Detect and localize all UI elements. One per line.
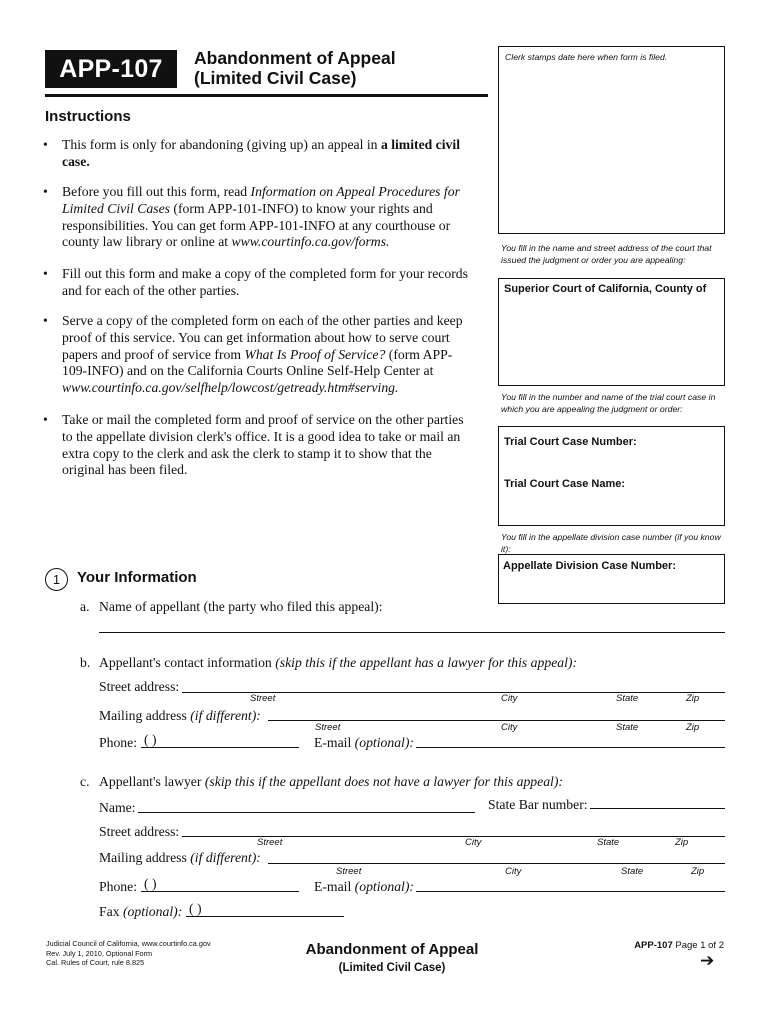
fax-text: Fax [99, 904, 123, 919]
lawyer-label [99, 774, 563, 790]
email-label [314, 735, 414, 751]
bullet-2-text-b: (form APP-101-INFO) to know your rights and responsibilities. You can get form APP-101-INFO at any courthouse or county law library or online at [62, 200, 451, 250]
lawyer-city-sublabel: City [465, 837, 482, 848]
lawyer-email-field[interactable] [416, 891, 725, 892]
mail-state-sublabel: State [616, 722, 639, 733]
footer-citation-line-2: Rev. July 1, 2010, Optional Form [46, 948, 153, 958]
bullet-4-text-a: Serve a copy of the completed form on each of the other parties and keep proof of this service. You can get information about how to serve court papers and proof of service from [62, 313, 463, 362]
lawyer-email-optional: (optional): [354, 879, 414, 894]
state-sublabel: State [616, 693, 639, 704]
item-b-marker: b. [80, 655, 91, 670]
state-bar-field[interactable] [590, 808, 725, 809]
form-title-line2: (Limited Civil Case) [194, 68, 357, 88]
appellate-case-number-label: Appellate Division Case Number: [503, 560, 676, 572]
appellant-name-field[interactable] [99, 632, 725, 633]
next-page-arrow-icon[interactable]: ➔ [700, 951, 715, 971]
trial-case-name-label: Trial Court Case Name: [504, 478, 626, 490]
lawyer-mail-state-sublabel: State [621, 866, 644, 877]
court-address-label: Superior Court of California, County of [504, 283, 707, 295]
lawyer-mailing-field[interactable] [268, 863, 725, 864]
bullet-4-link[interactable]: www.courtinfo.ca.gov/selfhelp/lowcost/getready.htm#serving. [62, 380, 399, 396]
contact-skip-note: (skip this if the appellant has a lawyer for this appeal): [275, 655, 578, 670]
bullet-4-text-b: (form APP-109-INFO) and on the California Courts Online Self-Help Center at [62, 346, 453, 379]
clerk-stamp-box [498, 46, 725, 234]
trial-case-box[interactable] [498, 426, 725, 526]
lawyer-mail-street-sublabel: Street [336, 866, 362, 877]
form-title-line1: Abandonment of Appeal [194, 48, 396, 68]
lawyer-name-label: Name: [99, 800, 136, 815]
email-field[interactable] [416, 747, 725, 748]
lawyer-phone-area-code: ( ) [144, 876, 157, 891]
fax-optional: (optional): [122, 904, 183, 919]
court-address-note: You fill in the name and street address of the court that issued the judgment or order you are appealing: [501, 243, 712, 265]
appellate-case-note: You fill in the appellate division case number (if you know it): [501, 532, 721, 554]
city-sublabel: City [501, 693, 518, 704]
bullet-5-text: Take or mail the completed form and proof of service on the other parties to the appellate division clerk's office. It is a good idea to take or mail an extra copy to the clerk and ask the clerk to stamp it to show that the original has been filed. [62, 412, 464, 478]
street-sublabel: Street [250, 693, 276, 704]
street-address-label: Street address: [99, 679, 180, 694]
lawyer-mailing-label [99, 850, 261, 866]
footer-citation-line-1: Judicial Council of California, www.courtinfo.ca.gov [46, 939, 211, 948]
bullet-3-text: Fill out this form and make a copy of the completed form for your records and for each of the other parties. [62, 266, 468, 298]
appellate-case-box[interactable] [498, 554, 725, 604]
lawyer-phone-label: Phone: [99, 879, 138, 894]
footer-citation-line-3: Cal. Rules of Court, rule 8.825 [46, 958, 145, 967]
lawyer-zip-sublabel: Zip [675, 837, 689, 848]
mailing-text: Mailing address [99, 708, 191, 723]
fax-field[interactable] [186, 916, 344, 917]
lawyer-street-sublabel: Street [257, 837, 283, 848]
lawyer-mail-city-sublabel: City [505, 866, 522, 877]
lawyer-mailing-if-different: (if different): [190, 850, 261, 865]
fax-area-code: ( ) [189, 901, 202, 916]
section-title: Your Information [77, 569, 197, 586]
bullet-1-text: This form is only for abandoning (giving up) an appeal in [62, 137, 381, 152]
instructions-heading: Instructions [45, 108, 131, 125]
trial-case-note: You fill in the number and name of the trial court case in which you are appealing the judgment or order: [501, 392, 716, 414]
mailing-address-label [99, 708, 261, 724]
email-text: E-mail [314, 735, 355, 750]
lawyer-text: Appellant's lawyer [99, 774, 205, 789]
fax-label [99, 904, 182, 920]
footer-page-number: Page 1 of 2 [675, 940, 724, 951]
lawyer-name-field[interactable] [138, 812, 475, 813]
footer-form-number: APP-107 [634, 940, 673, 951]
contact-text: Appellant's contact information [99, 655, 276, 670]
section-number-badge: 1 [45, 568, 68, 591]
mail-zip-sublabel: Zip [686, 722, 700, 733]
header-rule [45, 94, 488, 97]
bullet-2-link[interactable]: www.courtinfo.ca.gov/forms. [231, 234, 390, 250]
appellant-name-label: Name of appellant (the party who filed this appeal): [99, 599, 383, 614]
bullet-4-doc-title: What Is Proof of Service? [244, 346, 386, 362]
email-optional: (optional): [354, 735, 414, 750]
lawyer-email-label [314, 879, 414, 895]
form-number-badge: APP-107 [45, 50, 177, 88]
phone-area-code: ( ) [144, 732, 157, 747]
lawyer-email-text: E-mail [314, 879, 355, 894]
lawyer-state-sublabel: State [597, 837, 620, 848]
footer-page-info [566, 940, 724, 951]
zip-sublabel: Zip [686, 693, 700, 704]
lawyer-street-label: Street address: [99, 824, 180, 839]
item-c-marker: c. [80, 774, 90, 789]
item-a-marker: a. [80, 599, 90, 614]
lawyer-mailing-text: Mailing address [99, 850, 191, 865]
lawyer-skip-note: (skip this if the appellant does not have a lawyer for this appeal): [204, 774, 563, 789]
footer-title: Abandonment of Appeal [305, 941, 479, 958]
state-bar-label: State Bar number: [488, 797, 588, 812]
lawyer-phone-field[interactable] [141, 891, 299, 892]
mail-city-sublabel: City [501, 722, 518, 733]
trial-case-number-label: Trial Court Case Number: [504, 436, 637, 448]
footer-subtitle: (Limited Civil Case) [338, 962, 446, 974]
appellant-contact-label [99, 655, 577, 671]
bullet-2-text-a: Before you fill out this form, read [62, 184, 251, 199]
bullet-1-bold: a limited civil case. [62, 137, 461, 169]
phone-label: Phone: [99, 735, 138, 750]
court-address-box[interactable] [498, 278, 725, 386]
mail-street-sublabel: Street [315, 722, 341, 733]
mailing-if-different: (if different): [190, 708, 261, 723]
mailing-address-field[interactable] [268, 720, 725, 721]
clerk-stamp-note: Clerk stamps date here when form is filed. [505, 52, 668, 62]
footer-citation [46, 939, 211, 968]
bullet-2-doc-title: Information on Appeal Procedures for Limited Civil Cases [62, 184, 460, 216]
lawyer-mail-zip-sublabel: Zip [691, 866, 705, 877]
phone-field[interactable] [141, 747, 299, 748]
